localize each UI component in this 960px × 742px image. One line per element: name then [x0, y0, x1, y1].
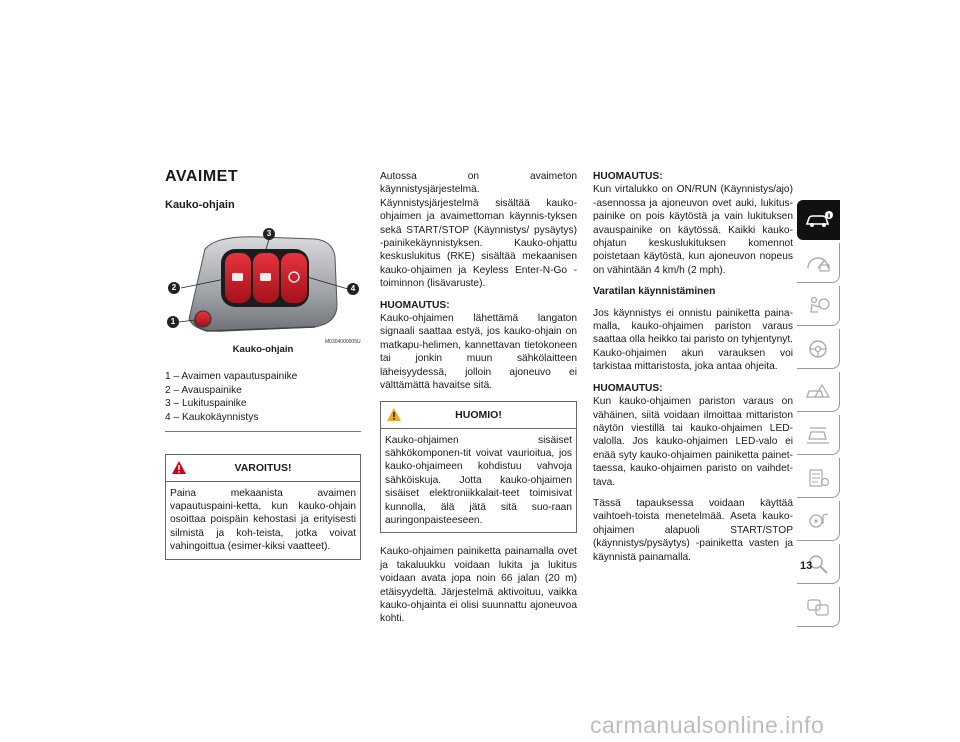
- column-3: [593, 170, 793, 572]
- remote-start-button-shape: [281, 253, 307, 303]
- note-text: Kauko-ohjaimen lähettämä langaton signaali saattaa estyä, jos kauko-ohjain on matkapu-helimen, kannettavan tietokoneen tai jonkin muun sähkölaitteen läheisyydessä, jolloin ajoneuvo ei välttämättä havaitse sitä.: [380, 313, 577, 392]
- legend-item: 4 – Kaukokäynnistys: [165, 412, 259, 423]
- tab-multimedia[interactable]: [797, 501, 840, 541]
- dashboard-warning-icon: [804, 252, 832, 274]
- airbag-safety-icon: [804, 295, 832, 317]
- note-label: HUOMAUTUS:: [593, 382, 663, 394]
- section-title: AVAIMET: [165, 168, 239, 185]
- caution-box: [380, 401, 577, 534]
- key-fob-figure: [165, 227, 361, 345]
- languages-icon: [804, 596, 832, 618]
- tab-maintenance[interactable]: [797, 458, 840, 498]
- column-2: [380, 170, 577, 634]
- warning-title: VAROITUS!: [234, 461, 292, 474]
- callout-3: 3: [263, 228, 275, 240]
- tab-languages[interactable]: [797, 587, 840, 627]
- steering-wheel-icon: [804, 338, 832, 360]
- figure-caption: Kauko-ohjain: [232, 343, 294, 355]
- legend-item: 2 – Avauspainike: [165, 384, 242, 396]
- tab-emergency[interactable]: [797, 372, 840, 412]
- caution-triangle-icon: [386, 407, 402, 422]
- legend-item: 1 – Avaimen vapautuspainike: [165, 371, 298, 383]
- caution-text: Kauko-ohjaimen sisäiset sähkökomponen-tit voivat vaurioitua, jos kauko-ohjaimeen kohdistuu vahvoja sähköiskuja. Jotta kauko-ohjaimen sisäiset elektroniikkalait-teet toimisivat kunnolla, älä jätä sitä suo-raan auringonpaisteeseen.: [385, 434, 572, 526]
- intro-paragraph: Autossa on avaimeton käynnistysjärjestelmä. Käynnistysjärjestelmä sisältää kauko-ohjaimen ja avaimettoman käynnis-tyksen sekä START/STOP (Käynnistys/ pysäytys) -painikekäynnistyksen. Kauko-ohjattu keskuslukitus (RKE) sisältää mekaanisen kauko-ohjaimen ja Keyless Enter-N-Go -toiminnon (lisävaruste).: [380, 171, 577, 290]
- watermark: carmanualsonline.info: [590, 712, 825, 738]
- car-info-icon: [804, 210, 834, 230]
- column-1: [165, 170, 361, 572]
- tab-driving[interactable]: [797, 329, 840, 369]
- range-paragraph: Kauko-ohjaimen painiketta painamalla ovet ja takaluukku voidaan lukita ja lukitus voidaan avata jopa noin 66 jalan (20 m) etäisyydeltä. Järjestelmä aktivoituu, vaikka kauko-ohjainta ei olisi suunnattu ajoneuvoa kohti.: [380, 546, 577, 625]
- legend-item: 3 – Lukituspainike: [165, 398, 247, 410]
- alternate-method-paragraph: Tässä tapauksessa voidaan käyttää vaihtoeh-toista menetelmää. Aseta kauko-ohjaimen alapuoli START/STOP (käynnistys/pysäytys) -painiketta vasten ja käynnistä painamalla.: [593, 497, 793, 563]
- backup-start-heading: Varatilan käynnistäminen: [593, 286, 716, 298]
- callout-1: 1: [167, 316, 179, 328]
- key-fob-illustration: [165, 227, 361, 345]
- warning-text: Paina mekaanista avaimen vapautuspaini-ketta, kun kauko-ohjain osoittaa poispäin kehostasi ja erityisesti silmistä ja koh-teista, jotka voivat vahingoittua (esimer-kiksi vaatteet).: [170, 487, 356, 553]
- figure-code: M0304000005US: [325, 338, 361, 345]
- page-number: 13: [800, 560, 813, 572]
- tab-car-info[interactable]: [797, 200, 840, 240]
- warning-box: [165, 454, 361, 560]
- tab-dashboard-warnings[interactable]: [797, 243, 840, 283]
- callout-4: 4: [347, 283, 359, 295]
- maintenance-list-icon: [804, 467, 832, 489]
- emergency-car-icon: [804, 381, 832, 403]
- key-release-button-shape: [195, 311, 211, 327]
- note-text: Kun virtalukko on ON/RUN (Käynnistys/ajo) -asennossa ja ajoneuvon ovet auki, lukitus-painike on pois käytöstä ja vain lukituksen avauspainike on käytössä. Kaikki kauko-ohjatun keskuslukituksen komennot poistetaan käytöstä, kun ajoneuvon nopeus on vähintään 4 km/h (2 mph).: [593, 184, 793, 276]
- caution-title: HUOMIO!: [455, 408, 502, 421]
- backup-start-paragraph: Jos käynnistys ei onnistu painiketta paina-malla, kauko-ohjaimen pariston varaus saattaa olla heikko tai paristo on tyhjentynyt. Kauko-ohjaimen akun varauksen voi tarkistaa mittaristosta, joka antaa ohjeita.: [593, 307, 793, 373]
- tab-safety[interactable]: [797, 286, 840, 326]
- warning-triangle-icon: [171, 460, 187, 475]
- figure-legend: [165, 370, 361, 431]
- caution-header: [381, 402, 576, 429]
- note-label: HUOMAUTUS:: [380, 299, 450, 311]
- note-label: HUOMAUTUS:: [593, 171, 663, 182]
- tab-service[interactable]: [797, 415, 840, 455]
- multimedia-icon: [804, 510, 832, 532]
- car-service-icon: [804, 424, 832, 446]
- subsection-title: Kauko-ohjain: [165, 199, 235, 212]
- warning-header: [166, 455, 360, 482]
- callout-2: 2: [168, 282, 180, 294]
- note-text: Kun kauko-ohjaimen pariston varaus on vähäinen, siitä voidaan ilmoittaa mittariston näytön viestillä tai kauko-ohjaimen LED-valolla. Jos kauko-ohjaimen LED-valo ei enää syty kauko-ohjaimen painiketta painet-taessa, kauko-ohjaimen paristo on vaihdet-tava.: [593, 396, 793, 488]
